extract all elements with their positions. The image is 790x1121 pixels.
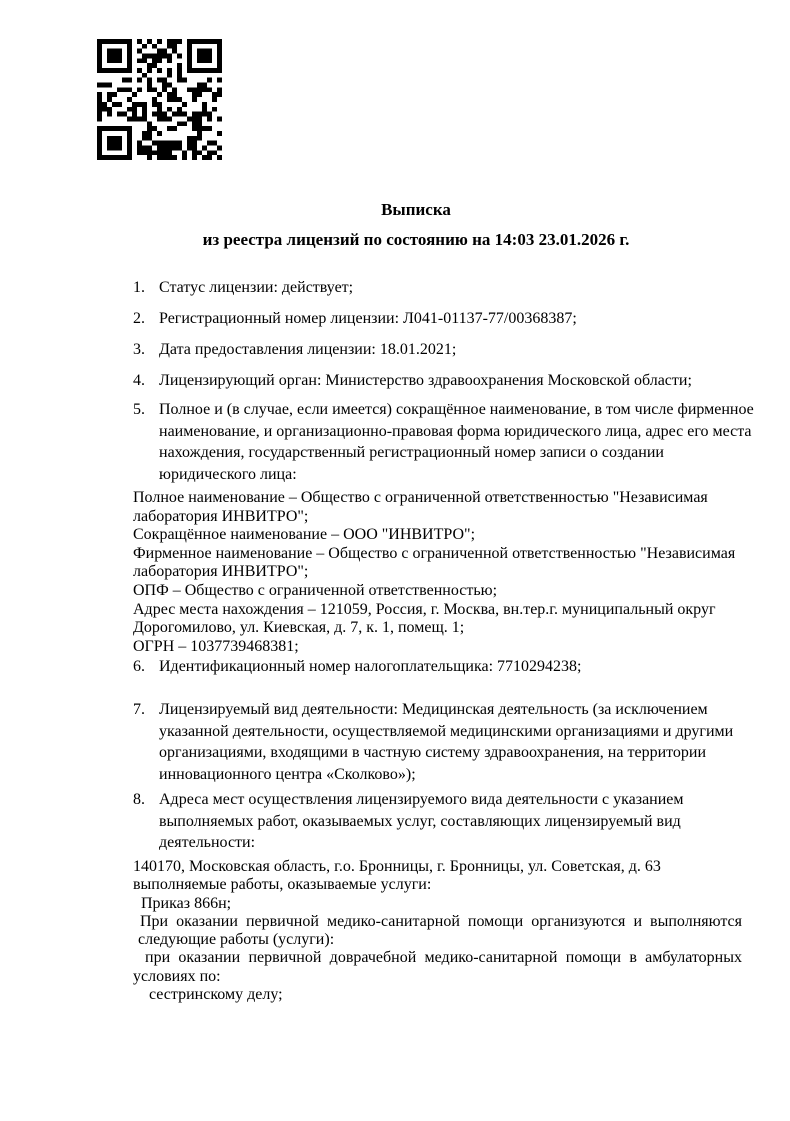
item-text: Дата предоставления лицензии: 18.01.2021; (159, 341, 457, 358)
doc-line (133, 370, 742, 392)
item-text: Адреса мест осуществления лицензируемого вида деятельности с указанием (159, 791, 684, 808)
doc-line: выполняемые работы, оказываемые услуги: (133, 876, 432, 894)
item-number: 6. (133, 658, 145, 675)
doc-line: деятельности: (159, 834, 256, 852)
doc-line: Адрес места нахождения – 121059, Россия, г. Москва, вн.тер.г. муниципальный округ (133, 600, 716, 618)
entity-details-block (133, 489, 742, 656)
grant-date-item (133, 339, 742, 361)
doc-line (133, 656, 742, 678)
doc-line (133, 399, 754, 421)
doc-line: 140170, Московская область, г.о. Бронницы, г. Бронницы, ул. Советская, д. 63 (133, 858, 661, 875)
item-number: 2. (133, 310, 145, 327)
entity-name-item (133, 399, 754, 486)
doc-line (133, 789, 742, 811)
doc-line: Сокращённое наименование – ООО "ИНВИТРО"; (133, 526, 476, 544)
activity-type-item (133, 699, 742, 786)
address-works-block (133, 858, 742, 1004)
doc-line: лаборатория ИНВИТРО"; (133, 563, 309, 581)
doc-line (133, 339, 742, 361)
item-text: Лицензируемый вид деятельности: Медицинская деятельность (за исключением (159, 701, 708, 718)
doc-line (133, 277, 742, 299)
item-number: 4. (133, 372, 145, 389)
doc-line: ОГРН – 1037739468381; (133, 637, 299, 655)
item-text: Лицензирующий орган: Министерство здравоохранения Московской области; (159, 372, 692, 389)
doc-line: наименование, и организационно-правовая форма юридического лица, адрес его места (159, 422, 752, 440)
document-title: Выписка (381, 200, 451, 219)
doc-line: Фирменное наименование – Общество с ограниченной ответственностью "Независимая (133, 544, 736, 562)
licensing-authority-item (133, 370, 742, 392)
license-status-item (133, 277, 742, 299)
item-number: 3. (133, 341, 145, 358)
qr-code-icon (97, 39, 222, 160)
doc-line: При оказании первичной медико-санитарной помощи организуются и выполняются (140, 912, 742, 930)
document-subtitle: из реестра лицензий по состоянию на 14:03 23.01.2026 г. (202, 230, 630, 249)
doc-line: Дорогомилово, ул. Киевская, д. 7, к. 1, помещ. 1; (133, 619, 465, 637)
doc-line: указанной деятельности, осуществляемой медицинскими организациями и другими (159, 722, 734, 740)
doc-line: следующие работы (услуги): (138, 931, 335, 949)
doc-line: сестринскому делу; (149, 986, 283, 1004)
doc-line (133, 699, 742, 721)
doc-line: юридического лица: (159, 466, 297, 484)
registration-number-item (133, 308, 742, 330)
item-number: 7. (133, 701, 145, 718)
item-text: Регистрационный номер лицензии: Л041-01137-77/00368387; (159, 310, 577, 327)
activity-addresses-item (133, 789, 742, 854)
inn-item (133, 656, 742, 678)
document-header (0, 199, 790, 251)
doc-line: Полное наименование – Общество с ограниченной ответственностью "Независимая (133, 489, 708, 506)
doc-line (133, 308, 742, 330)
doc-line: Приказ 866н; (141, 894, 232, 912)
doc-line: при оказании первичной доврачебной медико-санитарной помощи в амбулаторных (145, 949, 742, 967)
item-number: 1. (133, 279, 145, 296)
doc-line: инновационного центра «Сколково»); (159, 766, 416, 784)
item-number: 5. (133, 401, 145, 418)
doc-line: лаборатория ИНВИТРО"; (133, 507, 309, 525)
item-text: Полное и (в случае, если имеется) сокращённое наименование, в том числе фирменное (159, 401, 754, 418)
item-text: Статус лицензии: действует; (159, 279, 354, 296)
doc-line: условиях по: (133, 967, 221, 985)
doc-line: выполняемых работ, оказываемых услуг, составляющих лицензируемый вид (159, 812, 681, 830)
doc-line: нахождения, государственный регистрационный номер записи о создании (159, 444, 664, 462)
item-text: Идентификационный номер налогоплательщика: 7710294238; (159, 658, 582, 675)
doc-line: организациями, входящими в частную систему здравоохранения, на территории (159, 744, 707, 762)
item-number: 8. (133, 791, 145, 808)
doc-line: ОПФ – Общество с ограниченной ответственностью; (133, 581, 498, 599)
